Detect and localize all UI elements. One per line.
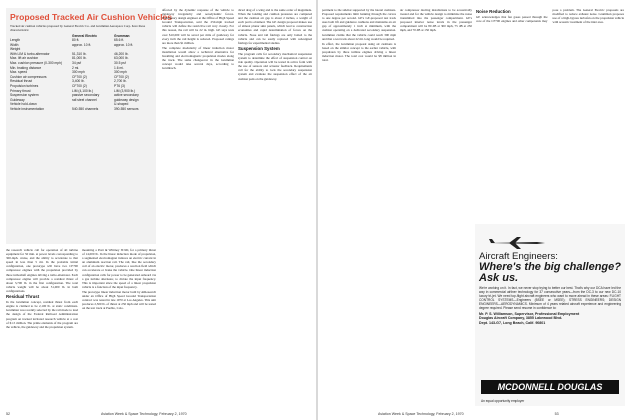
article-column-2 xyxy=(82,248,156,410)
spec-table-cell: approx. 10 ft. xyxy=(114,42,134,47)
mcdonnell-douglas-logo: MCDONNELL DOUGLAS xyxy=(481,380,619,394)
article-paragraph: The program calls for secondary mechanical suspension system to determine the effect of suspension control on ride quality. Operation will be tested in active form with the use of sensors and actuator feedback. Requirements call for the ability to lock the secondary suspension system and evaluate the suspension effect of the air cushion pads on the guideway. xyxy=(238,51,312,81)
spec-header-cell: General Electric xyxy=(72,34,98,38)
spec-table-cell: 80 ft. xyxy=(72,38,80,42)
spec-table-cell: approx. 10 ft. xyxy=(72,42,92,47)
spec-table-cell: Max. lift air cushion xyxy=(10,56,39,61)
spec-table-cell: 46,200 lb. xyxy=(114,51,129,56)
left-footer xyxy=(6,412,187,416)
spec-table-cell: 81,000 lb. xyxy=(72,56,87,61)
spec-table-cell: Min. braking distance xyxy=(10,65,42,70)
spec-table-cell: LIM (4,100 lb.) xyxy=(72,88,94,93)
article-paragraph: affected by the dynamic response of the vehicle to guideway irregularity and aerodynamic forces. Preliminary design engineer at the Office of High Speed Ground Transportation, said the 250-mph tracked vehicle will define the restrictive rail very closely. For this reason, the rail will be 22 in. high. GE says tests over $10,000 will be saved per mile of guideway for every inch the rail height is reduced. Proposed ratings are more than $1 million. xyxy=(162,8,234,45)
spec-table-row xyxy=(10,107,156,112)
spec-table-cell: 63,000 lb. xyxy=(114,56,129,61)
spec-table-cell: 51,310 lb. xyxy=(72,51,87,56)
spec-table-cell: 300 mph xyxy=(114,70,127,75)
article-column-1 xyxy=(6,248,78,410)
article-column-5 xyxy=(322,8,396,410)
publication-line: Aviation Week & Space Technology, February 2, 1970 xyxy=(101,412,187,416)
spec-table-cell: CF700 (2) xyxy=(114,74,129,79)
spec-table-cell: 2,700 lb. xyxy=(114,79,127,84)
article-paragraph: The prototype linear induction motor built by AiResearch under an Office of High Speed Ground Transportation contract was tested in late 1970 at Los Angeles. This unit produces 2,500 lb. of thrust at 250 mph and will be tested on the test track at Pueblo, Colo. xyxy=(82,289,156,311)
spec-table-cell: passive secondary xyxy=(72,93,100,98)
spec-table-cell: With LIM & turbo-alternator xyxy=(10,51,50,56)
spec-table-cell: 1.6 mi. xyxy=(114,65,124,70)
ad-contact-org: Douglas Aircraft Company, 3855 Lakewood Blvd. xyxy=(479,316,563,321)
article-column-4 xyxy=(238,8,312,410)
spec-table-cell: Length xyxy=(10,38,21,42)
article-paragraph: In the Grumman concept, residual thrust from each engine is claimed to be 2,100 lb. at static conditions. Grumman was recently selected by the rail mode to lead the design of the Federal Railroad Administration program on tracked levitated research vehicle at a cost of $1.5 million. The prime elements of the program are the vehicle, the guideway and the propulsion system. xyxy=(6,300,78,329)
spec-table-cell: 390-550 sensors xyxy=(114,106,139,111)
spec-table-cell: U-shaped xyxy=(114,102,129,107)
article-paragraph: The complete modularity of linear induction motor installation would allow a technical alternative for breathing and electromagnetic propulsion modes along the track. The same changeover in the Grumman concept would take several days, according to Grumbach. xyxy=(162,45,234,71)
article-paragraph: In effect, the Grumman proposal using air cushions is based on the similar concept to the earlier vehicle, with propulsion by three turbine engines driving a linear induction motor. The total cost would be $8 million in total. xyxy=(322,41,396,63)
spec-table-cell: PT6 (3) xyxy=(114,83,125,88)
spec-table-cell: Propulsion turbines xyxy=(10,83,39,88)
ad-contact-dept: Dept. 143-G7, Long Beach, Calif. 90801 xyxy=(479,320,546,325)
spec-table-cell: 540-550 channels xyxy=(72,106,99,111)
spec-table-cell: 34 psf xyxy=(72,60,81,65)
equal-opportunity-note: An equal opportunity employer xyxy=(481,399,525,403)
article-paragraph: pertinent to the sidebar supported by the lateral cushions. Proposed requirements limit banking through the curves to one degree per second. GE's GE-proposed test track uses both lift and guidance cushions and maintains an air gap of approximately 1 inch at minimum, with the cushion operating on a dedicated secondary suspension. Grumman claims that the vehicle could reach 300 mph and that a test track about 22 mi. long would be required. xyxy=(322,8,396,41)
spec-table-cell: CF700 (2) xyxy=(72,74,87,79)
spec-table-cell: Suspension system xyxy=(10,93,39,98)
spec-table-cell: Guideway xyxy=(10,97,25,102)
spec-table xyxy=(10,34,156,112)
ad-headline-a: Aircraft Engineers: xyxy=(479,251,558,262)
spec-table-cell: 65.6 ft. xyxy=(114,38,125,42)
page-number: 53 xyxy=(554,412,559,416)
spec-table-cell: Width xyxy=(10,42,19,47)
page-number: 52 xyxy=(6,412,10,416)
aircraft-icon xyxy=(487,236,547,250)
ad-body: We're working on it. In fact, we never stop trying to better our best. That's why our DCA have led the way in commercial airliner technology for 37 consecutive years—from the DC-3 to our new DC-10 luxury tri-jet. We need top-flight aircraft engineers who want to move ahead in these areas: FLIGHT CONTROL SYSTEMS—Engineers (BSEE or MSEE); STRESS ENGINEERS; DESIGN ENGINEERS—AERODYNAMICS. Minimum of 4 years related aircraft experience and engineering degree required. Please send resume in confidence to: xyxy=(479,286,621,310)
subheading: Suspension System xyxy=(238,45,280,51)
spec-table-cell: CF700 (2) xyxy=(72,83,87,88)
spec-table-cell: LIM (3,900 lb.) xyxy=(114,88,136,93)
subheading: Residual Thrust xyxy=(6,294,40,300)
spec-table-cell: Vehicle instrumentation xyxy=(10,106,45,111)
article-column-3 xyxy=(162,8,234,410)
spec-table-cell: 3,400 lb. xyxy=(72,79,85,84)
right-footer xyxy=(378,412,559,416)
spec-table-cell: Cushion air compressors xyxy=(10,74,47,79)
spec-table-cell: Vehicle hold-down xyxy=(10,102,37,107)
article-paragraph: the research vehicle call for operation of all turbine equipment for 50 min. at power levels corresponding to 300-mph. cruise, and the ability to accelerate to that speed in less than 5 mi. In the probable initial configuration, one prototype will have two CF700 compressor engines with the propulsion provided by three turboshaft engines driving a turbo-alternator. Each compressor engine will provide a residual thrust of about 3,700 lb. in the first configuration. The total vehicle weight will be about 51,000 lb. in both configurations. xyxy=(6,248,78,293)
publication-line: Aviation Week & Space Technology, February 2, 1970 xyxy=(378,412,464,416)
article-paragraph: diced drag of a wing and is the same order of magnitude. When the landing and cushion pressures are computed and the cushion air gap is about 2 inches, a weight of each pad is obtained. The GE design proposal makes use of almost planar skin panels, which lead to construction economies and rapid determination of forces on the vehicle. Nose and tail fairings are only bolted to the vehicle and can be easily replaced with redesigned fairings for experimental studies. xyxy=(238,8,312,45)
spec-table-cell: 300 mph xyxy=(72,70,85,75)
article-paragraph: mounting a Pratt & Whitney IT-9D, for a primary thrust of 14,000 lb. In the linear induction mode of propulsion, a segmented electromagnet induces an electric current in an aluminum reaction rail. The rail, like the secondary coil of an electric motor, produces a reaction field which can accelerate or brake the vehicle. One linear induction configuration calls for power to be generated onboard via a gas turbine alternator, to dictate the input frequency. This is important since the speed of a linear propulsion vehicle is a function of the input frequency. xyxy=(82,248,156,289)
ad-headline-b-text: Where's the big challenge? Ask us. xyxy=(479,261,621,284)
spec-table-cell: guideway design xyxy=(114,97,139,102)
spec-table-cell: rail steel channel xyxy=(72,97,97,102)
spec-table-cell: 2 mi. xyxy=(72,65,80,70)
article-column-7 xyxy=(476,8,624,218)
spec-table-cell: Max. cushion pressure (0-300 mph) xyxy=(10,60,63,65)
recruitment-ad xyxy=(475,224,625,406)
table-caption: Tracked air cushion vehicles proposed by General Electric Co. and Grumman Aerospace Corp. have these characteristics: xyxy=(10,24,146,32)
spec-table-cell: active secondary xyxy=(114,93,139,98)
spec-table-cell: Weight xyxy=(10,47,21,52)
ad-headline-b xyxy=(475,262,625,284)
table-title: Proposed Tracked Air Cushion Vehicles xyxy=(10,12,173,22)
ad-contact-name: Mr. P. S. Williamson, Supervisor, Professional Employment xyxy=(479,312,580,316)
subheading: Noise Reduction xyxy=(476,9,511,14)
article-paragraph: GE acknowledges that fan gases passed through the core of the CF700 engines and other components may pose a problem. The General Electric proposals are modified to reduce exhaust noise. Grumman proposes use of a high-bypass turbofan on the propulsion vehicle with acoustic treatment of the inlet area. xyxy=(476,8,624,25)
spec-table-cell: Max. speed xyxy=(10,70,28,75)
spec-header-cell: Grumman xyxy=(114,34,130,38)
spec-table-cell: 30.5 psf xyxy=(114,60,126,65)
article-column-6 xyxy=(400,8,472,410)
spec-table-cell: Residual thrust xyxy=(10,79,32,84)
spec-table-box xyxy=(6,8,173,244)
article-paragraph: air compressor ducting installations to be acoustically treated and for the vehicle design to minimize the noise transmitted into the passenger compartment. GE's proposed interior noise levels in the passenger compartment will be 80 dB at 300 mph, 75 dB at 250 mph, and 70 dB at 150 mph. xyxy=(400,8,472,33)
spec-table-cell: Primary thrust xyxy=(10,88,31,93)
